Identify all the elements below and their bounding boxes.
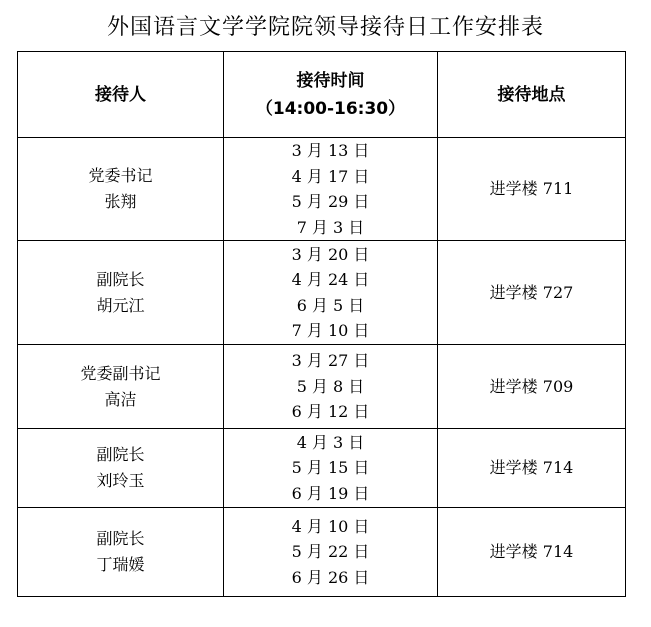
dates-cell xyxy=(224,138,438,241)
date-entry: 4 月 10 日 xyxy=(291,516,370,536)
table-header-row xyxy=(18,52,626,138)
date-entry: 6 月 5 日 xyxy=(296,295,365,315)
person-role: 党委副书记 xyxy=(80,363,161,383)
header-place xyxy=(438,52,626,138)
header-time-hours: （14:00-16:30） xyxy=(255,98,406,119)
person-role: 副院长 xyxy=(96,529,145,548)
location-cell xyxy=(438,508,626,597)
person-role: 党委书记 xyxy=(88,166,153,185)
date-entry: 3 月 13 日 xyxy=(291,141,370,160)
date-entry: 3 月 27 日 xyxy=(291,351,370,371)
header-person xyxy=(18,52,224,138)
header-place-label: 接待地点 xyxy=(497,84,566,105)
location-cell xyxy=(438,138,626,241)
location-text: 进学楼 711 xyxy=(489,179,574,198)
dates-cell xyxy=(224,241,438,345)
person-role: 副院长 xyxy=(96,445,145,464)
table-row xyxy=(18,241,626,345)
reception-schedule-table xyxy=(17,51,626,597)
person-name: 丁瑞媛 xyxy=(96,555,145,574)
person-name: 高洁 xyxy=(104,389,137,409)
dates-cell xyxy=(224,429,438,508)
header-time-label: 接待时间 xyxy=(296,70,365,91)
date-entry: 4 月 3 日 xyxy=(296,432,365,452)
date-entry: 4 月 24 日 xyxy=(291,270,370,289)
table-row xyxy=(18,429,626,508)
person-cell xyxy=(18,429,224,508)
date-entry: 7 月 10 日 xyxy=(291,321,370,340)
person-cell xyxy=(18,345,224,429)
date-entry: 5 月 8 日 xyxy=(296,376,365,396)
date-entry: 4 月 17 日 xyxy=(291,166,370,186)
person-cell xyxy=(18,138,224,241)
location-text: 进学楼 714 xyxy=(489,458,574,477)
person-role: 副院长 xyxy=(96,269,145,289)
date-entry: 5 月 22 日 xyxy=(291,542,370,562)
person-name: 胡元江 xyxy=(96,295,145,315)
location-cell xyxy=(438,345,626,429)
date-entry: 6 月 19 日 xyxy=(291,483,370,503)
date-entry: 7 月 3 日 xyxy=(296,217,365,237)
location-text: 进学楼 714 xyxy=(489,542,574,561)
date-entry: 5 月 15 日 xyxy=(291,458,370,478)
table-row xyxy=(18,508,626,597)
date-entry: 6 月 26 日 xyxy=(291,567,370,587)
date-entry: 3 月 20 日 xyxy=(291,244,370,264)
table-row xyxy=(18,138,626,241)
person-name: 刘玲玉 xyxy=(96,471,145,490)
table-row xyxy=(18,345,626,429)
date-entry: 6 月 12 日 xyxy=(291,402,370,422)
location-cell xyxy=(438,429,626,508)
date-entry: 5 月 29 日 xyxy=(291,192,370,211)
dates-cell xyxy=(224,508,438,597)
header-time xyxy=(224,52,438,138)
person-cell xyxy=(18,508,224,597)
location-text: 进学楼 727 xyxy=(489,282,574,302)
page-title: 外国语言文学学院院领导接待日工作安排表 xyxy=(106,15,544,40)
person-cell xyxy=(18,241,224,345)
header-person-label: 接待人 xyxy=(95,84,146,105)
location-text: 进学楼 709 xyxy=(489,376,574,396)
person-name: 张翔 xyxy=(104,192,137,211)
location-cell xyxy=(438,241,626,345)
dates-cell xyxy=(224,345,438,429)
